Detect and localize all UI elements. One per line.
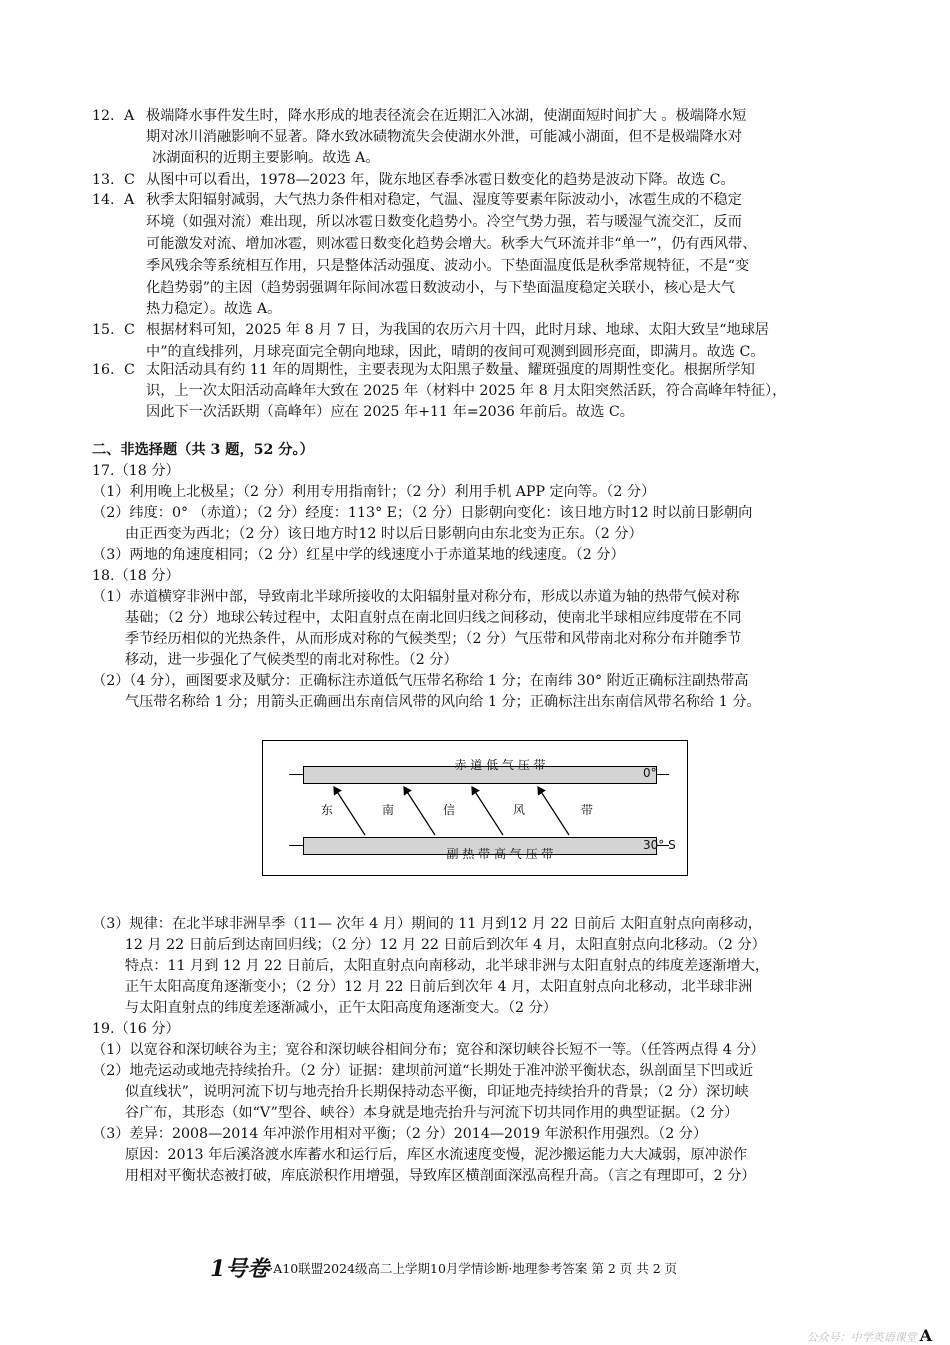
q-text: 可能激发对流、增加冰雹，则冰雹日数变化趋势会增大。秋季大气环流并非“单一”，仍有西风带、 — [146, 236, 757, 252]
subtropical-high-label: 副 热 带 高 气 压 带 — [446, 847, 554, 861]
version-mark: A — [919, 1326, 932, 1345]
equatorial-low-label: 赤 道 低 气 压 带 — [454, 758, 546, 772]
answer-line: 原因：2013 年后溪洛渡水库蓄水和运行后，库区水流速度变慢，泥沙搬运能力大大减弱，原冲淤作 — [92, 1147, 748, 1163]
answer-line: （3）两地的角速度相同；（2 分）红星中学的线速度小于赤道某地的线速度。（2 分） — [92, 547, 625, 563]
q-text: 太阳活动具有约 11 年的周期性，主要表现为太阳黑子数量、耀斑强度的周期性变化。根据所学知 — [146, 362, 755, 378]
answer-line: 谷广布，其形态（如“V”型谷、峡谷）本身就是地壳抬升与河流下切共同作用的典型证据。（2 分） — [92, 1105, 739, 1121]
answer-line: 12 月 22 日前后到达南回归线；（2 分）12 月 22 日前后到次年 4 月，太阳直射点向北移动。（2 分） — [92, 937, 766, 953]
answer-line: （1）以宽谷和深切峡谷为主；宽谷和深切峡谷相间分布；宽谷和深切峡谷长短不一等。（任答两点得 4 分） — [92, 1042, 765, 1058]
q-text: 极端降水事件发生时，降水形成的地表径流会在近期汇入冰湖，使湖面短时间扩大 。极端降水短 — [146, 108, 747, 124]
answer-line: 用相对平衡状态被打破，库底淤积作用增强，导致库区横剖面深泓高程升高。（言之有理即可，2 分） — [92, 1168, 756, 1184]
q-answer: A — [124, 108, 135, 124]
q-text: 从图中可以看出，1978—2023 年，陇东地区春季冰雹日数变化的趋势是波动下降。故选 C。 — [146, 172, 735, 188]
wind-arrow — [472, 787, 503, 835]
q-text: 化趋势弱”的主因（趋势弱强调年际间冰雹日数波动小，与下垫面温度稳定关联小，核心是大气 — [146, 280, 735, 296]
q-text: 冰湖面积的近期主要影响。故选 A。 — [152, 150, 380, 166]
question-heading: 17.（18 分） — [92, 463, 180, 479]
pressure-belt-diagram — [262, 740, 688, 876]
wind-arrow — [404, 787, 435, 835]
q-number: 13. — [92, 172, 115, 188]
answer-line: （3）规律：在北半球非洲旱季（11— 次年 4 月）期间的 11 月到12 月 22 日前后 太阳直射点向南移动， — [92, 916, 762, 932]
brand-logo: 1号卷 — [210, 1256, 270, 1282]
footer-text: ·A10联盟2024级高二上学期10月学情诊断·地理参考答案 第 2 页 共 2 页 — [269, 1261, 678, 1276]
q-text: 期对冰川消融影响不显著。降水致冰碛物流失会使湖水外泄，可能减小湖面，但不是极端降水对 — [146, 129, 742, 145]
answer-line: （2）纬度：0° （赤道）；（2 分）经度：113° E；（2 分）日影朝向变化：该日地方时12 时以前日影朝向 — [92, 505, 753, 521]
wind-arrow — [538, 787, 569, 835]
answer-line: （1）利用晚上北极星；（2 分）利用专用指南针；（2 分）利用手机 APP 定向等。（2 分） — [92, 484, 656, 500]
wind-label: 风 — [513, 803, 526, 817]
question-heading: 19.（16 分） — [92, 1021, 180, 1037]
wind-label: 东 — [321, 803, 334, 817]
answer-line: 基础；（2 分）地球公转过程中，太阳直射点在南北回归线之间移动，使南北半球相应纬度带在不同 — [92, 610, 742, 626]
q-answer: A — [124, 192, 135, 208]
answer-line: 由正西变为西北；（2 分）该日地方时12 时以后日影朝向由东北变为正东。（2 分） — [92, 526, 643, 542]
answer-line: 似直线状”，说明河流下切与地壳抬升长期保持动态平衡，印证地壳持续抬升的背景；（2 分）深切峡 — [92, 1084, 749, 1100]
q-number: 12. — [92, 108, 115, 124]
q-text: 因此下一次活跃期（高峰年）应在 2025 年+11 年=2036 年前后。故选 C。 — [146, 404, 634, 420]
answer-line: （2）地壳运动或地壳持续抬升。（2 分）证据：建坝前河道“长期处于准冲淤平衡状态，纵剖面呈下凹或近 — [92, 1063, 754, 1079]
q-text: 环境（如强对流）难出现，所以冰雹日数变化趋势小。冷空气势力强，若与暖湿气流交汇，反而 — [146, 214, 742, 230]
latitude-30s-label: 30° S — [643, 838, 676, 852]
answer-line: 特点：11 月到 12 月 22 日前后，太阳直射点向南移动，北半球非洲与太阳直射点的纬度差逐渐增大， — [92, 958, 770, 974]
q-answer: C — [124, 362, 135, 378]
q-text: 热力稳定）。故选 A。 — [146, 301, 282, 317]
q-text: 识，上一次太阳活动高峰年大致在 2025 年（材料中 2025 年 8 月太阳突然活跃，符合高峰年特征）， — [146, 383, 787, 399]
q-answer: C — [124, 322, 135, 338]
answer-line: （3）差异：2008—2014 年冲淤作用相对平衡；（2 分）2014—2019 年淤积作用强烈。（2 分） — [92, 1126, 708, 1142]
q-text: 秋季太阳辐射减弱，大气热力条件相对稳定，气温、湿度等要素年际波动小，冰雹生成的不稳定 — [146, 192, 742, 208]
answer-line: （2）（4 分），画图要求及赋分：正确标注赤道低气压带名称给 1 分；在南纬 30° 附近正确标注副热带高 — [92, 673, 749, 689]
answer-line: 气压带名称给 1 分；用箭头正确画出东南信风带的风向给 1 分；正确标注出东南信风带名称给 1 分。 — [92, 694, 761, 710]
q-number: 14. — [92, 192, 115, 208]
q-number: 16. — [92, 362, 115, 378]
latitude-0-label: 0° — [643, 766, 657, 780]
q-text: 季风残余等系统相互作用，只是整体活动强度、波动小。下垫面温度低是秋季常规特征，不是“变 — [146, 258, 750, 274]
answer-line: 移动，进一步强化了气候类型的南北对称性。（2 分） — [92, 652, 458, 668]
answer-line: （1）赤道横穿非洲中部，导致南北半球所接收的太阳辐射量对称分布，形成以赤道为轴的热带气候对称 — [92, 589, 740, 605]
answer-line: 季节经历相似的光热条件，从而形成对称的气候类型；（2 分）气压带和风带南北对称分布并随季节 — [92, 631, 742, 647]
wind-label: 带 — [581, 803, 594, 817]
q-text: 中”的直线排列，月球亮面完全朝向地球，因此，晴朗的夜间可观测到圆形亮面，即满月。故选 C。 — [146, 344, 765, 360]
q-number: 15. — [92, 322, 115, 338]
watermark-text: 公众号：中学英语课堂 — [806, 1331, 917, 1344]
page-footer — [210, 1252, 677, 1283]
wind-label: 信 — [443, 803, 456, 817]
q-text: 根据材料可知，2025 年 8 月 7 日，为我国的农历六月十四，此时月球、地球、太阳大致呈“地球居 — [146, 322, 770, 338]
answer-line: 与太阳直射点的纬度差逐渐减小，正午太阳高度角逐渐变大。（2 分） — [92, 1000, 557, 1016]
watermark — [807, 1326, 932, 1345]
answer-line: 正午太阳高度角逐渐变小；（2 分）12 月 22 日前后到次年 4 月，太阳直射点向北移动，北半球非洲 — [92, 979, 753, 995]
question-heading: 18.（18 分） — [92, 568, 180, 584]
section-title: 二、非选择题（共 3 题，52 分。） — [92, 442, 314, 458]
wind-label: 南 — [382, 803, 395, 817]
q-answer: C — [124, 172, 135, 188]
wind-arrow — [334, 787, 365, 835]
